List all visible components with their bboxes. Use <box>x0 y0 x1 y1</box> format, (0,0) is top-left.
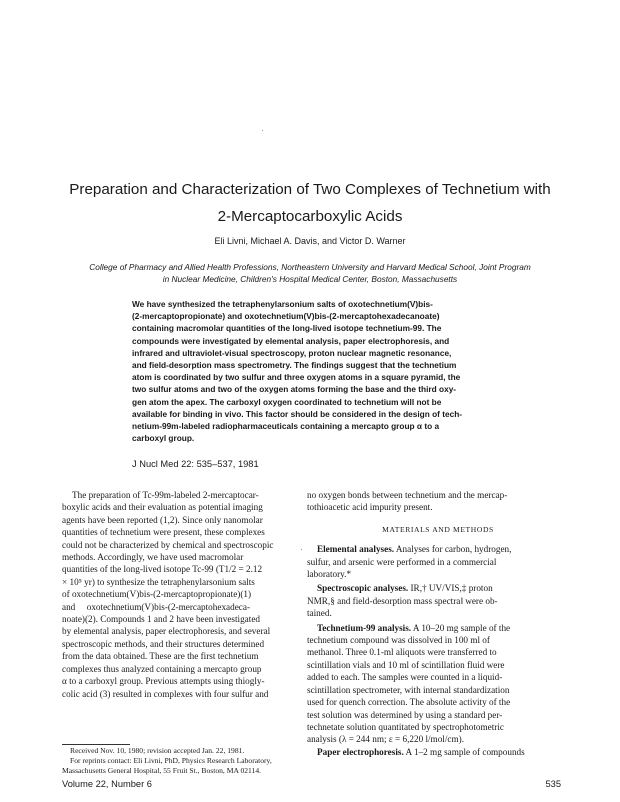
paragraph-first-line <box>307 543 569 555</box>
abstract-line: two sulfur atoms and two of the oxygen atoms forming the base and the third oxy- <box>132 384 457 395</box>
body-line: scintillation vials and 10 ml of scintillation fluid were <box>307 659 505 670</box>
abstract-line: available for binding in vivo. This factor should be considered in the design of tech- <box>132 408 463 419</box>
body-line: NMR,§ and field-desorption mass spectra‖ were ob- <box>307 595 498 606</box>
abstract-line: netium-99m-labeled radiopharmaceuticals containing a mercapto group α to a <box>132 421 440 432</box>
body-line: methanol. Three 0.1-ml aliquots were transferred to <box>307 647 497 658</box>
body-right-column <box>307 489 569 758</box>
body-line: technetate solution quantitated by spectrophotometric <box>307 721 504 732</box>
body-left-column <box>62 489 324 700</box>
body-line: α to a carboxyl group. Previous attempts using thiogly- <box>62 676 265 687</box>
body-line: The preparation of Tc-99m-labeled 2-mercaptocar- <box>72 490 259 500</box>
paragraph-first-line <box>307 746 569 758</box>
body-line: test solution was determined by using a standard per- <box>307 709 503 720</box>
abstract-line: We have synthesized the tetraphenylarsonium salts of oxotechnetium(V)bis- <box>132 299 433 309</box>
abstract-line: gen atom the apex. The carboxyl oxygen coordinated to technetium will not be <box>132 396 442 407</box>
body-line: laboratory.* <box>307 569 352 580</box>
body-line: could not be characterized by chemical and spectroscopic <box>62 539 274 550</box>
abstract-line: compounds were investigated by elemental analysis, paper electrophoresis, and <box>132 335 450 346</box>
body-line: analysis (λ = 244 nm; ε = 6,220 l/mol/cm). <box>307 734 464 745</box>
paragraph-lead: Spectroscopic analyses. <box>317 583 409 594</box>
body-line: tained. <box>307 608 332 619</box>
scan-speck <box>262 130 263 131</box>
affiliation <box>55 261 565 285</box>
footnote-line: Massachusetts General Hospital, 55 Fruit St., Boston, MA 02114. <box>62 766 262 776</box>
body-line: used for quench correction. The absolute activity of the <box>307 697 511 708</box>
affiliation-line: in Nuclear Medicine, Children's Hospital Medical Center, Boston, Massachusetts <box>162 274 458 285</box>
paragraph-lead: Technetium-99 analysis. <box>317 622 412 633</box>
body-line: by elemental analysis, paper electrophoresis, and several <box>62 626 271 637</box>
paragraph-lead: Elemental analyses. <box>317 544 395 555</box>
body-line: methods. Accordingly, we have used macromolar <box>62 552 244 563</box>
footnote-line: For reprints contact: Eli Livni, PhD, Physics Research Laboratory, <box>70 756 272 766</box>
footnote-divider <box>62 744 130 745</box>
abstract-line: carboxyl group. <box>132 433 195 444</box>
footnotes <box>62 746 324 777</box>
abstract <box>132 298 494 444</box>
body-line: complexes thus analyzed containing a mercapto group <box>62 663 262 674</box>
affiliation-line: College of Pharmacy and Allied Health Professions, Northeastern University and Harvard Medical School, Joint Program <box>89 262 531 272</box>
body-text: A 10–20 mg sample of the <box>411 622 511 633</box>
body-line: tothioacetic acid impurity present. <box>307 502 433 513</box>
body-line: agents have been reported (1,2). Since only nanomolar <box>62 514 263 525</box>
section-heading: MATERIALS AND METHODS <box>382 524 494 534</box>
volume-footer: Volume 22, Number 6 <box>62 779 152 789</box>
body-line: colic acid (3) resulted in complexes with four sulfur and <box>62 688 269 699</box>
paragraph-first-line <box>307 622 569 634</box>
body-line: technetium compound was dissolved in 100 ml of <box>307 635 490 646</box>
body-line: boxylic acids and their evaluation as potential imaging <box>62 502 263 513</box>
body-line: noate)(2). Compounds 1 and 2 have been investigated <box>62 614 260 625</box>
body-line: and oxotechnetium(V)bis-(2-mercaptohexadeca- <box>62 601 251 612</box>
body-line: quantities of the long-lived isotope Tc-99 (T1/2 = 2.12 <box>62 564 263 575</box>
journal-citation: J Nucl Med 22: 535–537, 1981 <box>132 459 259 469</box>
body-text: Analyses for carbon, hydrogen, <box>394 544 512 555</box>
paragraph-first-line <box>307 582 569 594</box>
body-line: spectroscopic methods, and their structures determined <box>62 638 265 649</box>
paragraph-lead: Paper electrophoresis. <box>317 746 404 757</box>
abstract-line: infrared and ultraviolet-visual spectroscopy, proton nuclear magnetic resonance, <box>132 347 452 358</box>
body-line: × 10⁵ yr) to synthesize the tetraphenylarsonium salts <box>62 576 255 587</box>
author-list: Eli Livni, Michael A. Davis, and Victor D. Warner <box>214 236 406 246</box>
title-line: Preparation and Characterization of Two Complexes of Technetium with <box>69 181 551 198</box>
body-line: quantities of technetium were present, these complexes <box>62 527 265 538</box>
abstract-line: and field-desorption mass spectrometry. The findings suggest that the technetium <box>132 360 457 371</box>
abstract-line: containing macromolar quantities of the long-lived isotope technetium-99. The <box>132 323 442 334</box>
body-line: scintillation spectrometer, with internal standardization <box>307 684 510 695</box>
body-line: sulfur, and arsenic were performed in a commercial <box>307 556 497 567</box>
title-line: 2-Mercaptocarboxylic Acids <box>217 208 403 225</box>
body-line: added to each. The samples were counted in a liquid- <box>307 672 503 683</box>
body-line: of oxotechnetium(V)bis-(2-mercaptopropionate)(1) <box>62 589 252 600</box>
body-line: no oxygen bonds between technetium and the mercap- <box>307 490 508 500</box>
abstract-line: (2-mercaptopropionate) and oxotechnetium(V)bis-(2-mercaptohexadecanoate) <box>132 311 440 322</box>
body-text: IR,† UV/VIS,‡ proton <box>408 583 493 594</box>
page-number: 535 <box>545 779 561 789</box>
abstract-line: atom is coordinated by two sulfur and three oxygen atoms in a square pyramid, the <box>132 372 461 383</box>
body-line: from the data obtained. These are the first technetium <box>62 651 259 662</box>
article-title <box>40 176 580 230</box>
footnote-line: Received Nov. 10, 1980; revision accepted Jan. 22, 1981. <box>70 746 245 755</box>
body-text: A 1–2 mg sample of compounds <box>403 746 525 757</box>
